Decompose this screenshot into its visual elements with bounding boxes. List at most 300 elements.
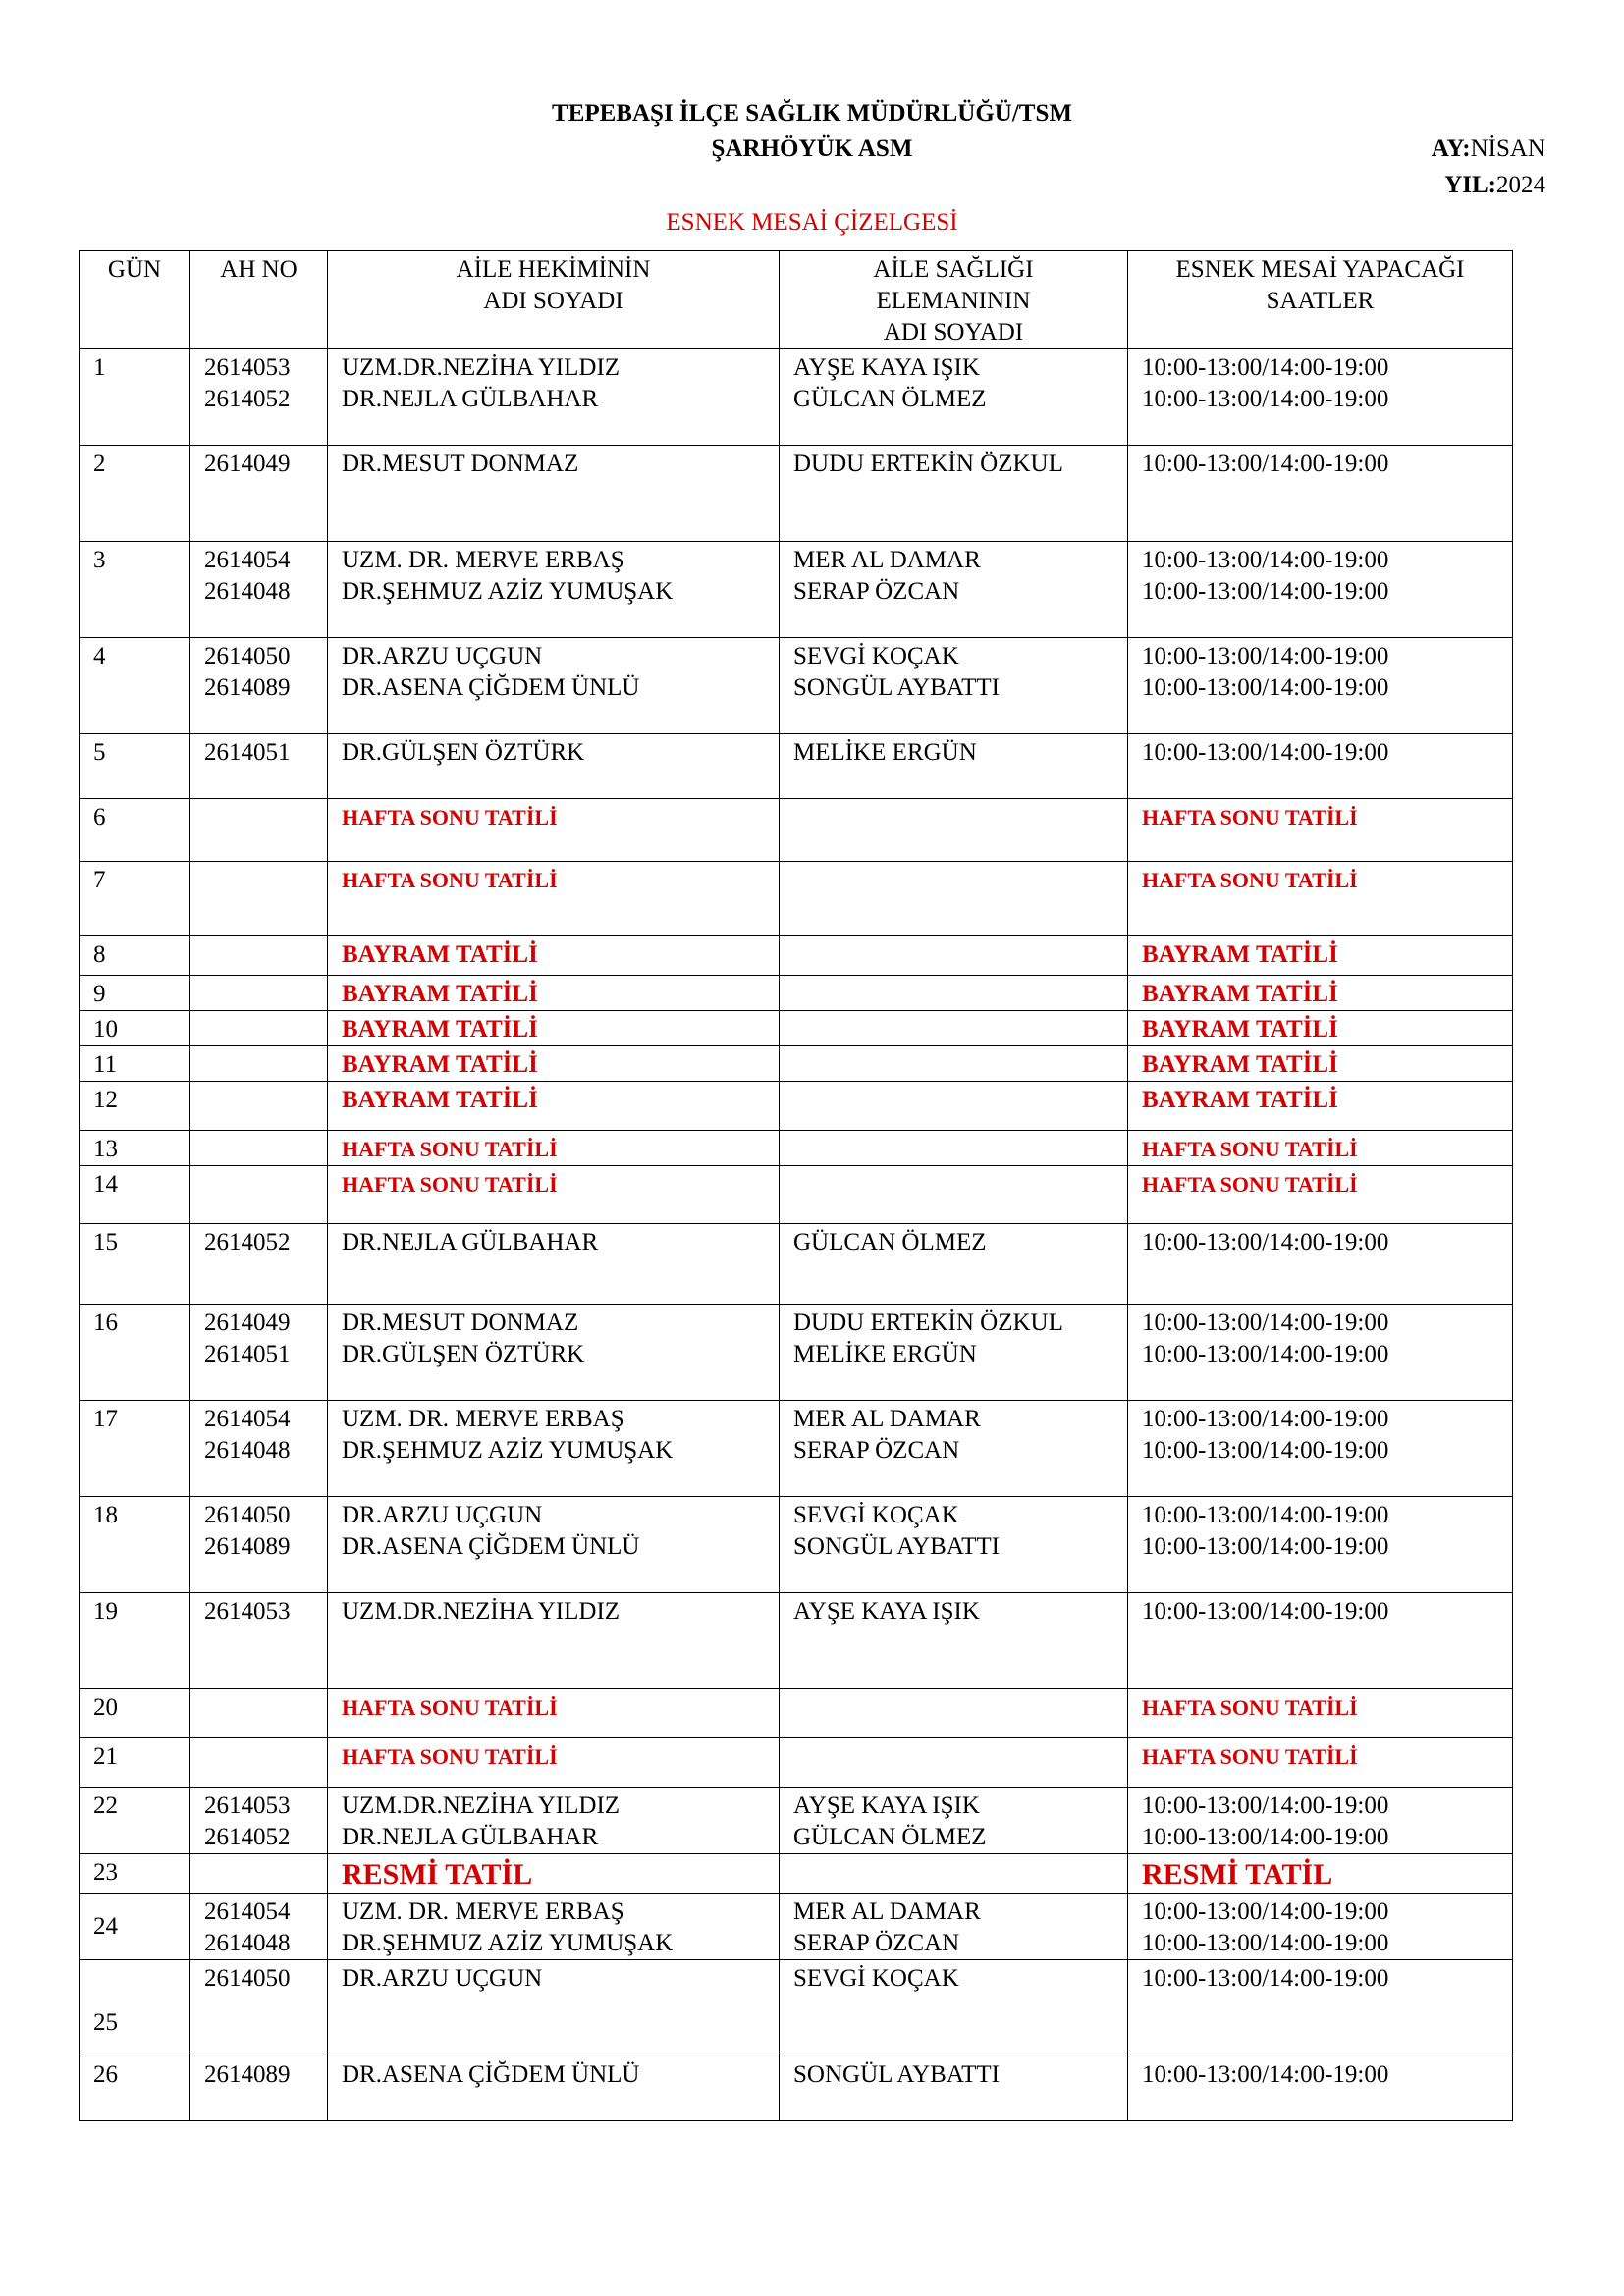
hours-cell — [1128, 446, 1513, 542]
doctor-line: DR.GÜLŞEN ÖZTÜRK — [342, 739, 585, 766]
table-row — [80, 1131, 1513, 1166]
hours-cell — [1128, 936, 1513, 976]
hours-cell — [1128, 1046, 1513, 1082]
table-row — [80, 1011, 1513, 1046]
day-cell — [80, 1011, 190, 1046]
doctor-cell — [328, 1305, 780, 1401]
day-cell — [80, 799, 190, 862]
ah-line: 2614050 — [204, 1965, 291, 1992]
hours-line: 10:00-13:00/14:00-19:00 — [1142, 578, 1389, 605]
doctor-cell — [328, 446, 780, 542]
col-header-staff: AİLE SAĞLIĞI ELEMANININ ADI SOYADI — [780, 251, 1128, 349]
table-row — [80, 638, 1513, 734]
doctor-cell — [328, 1224, 780, 1305]
staff-line: GÜLCAN ÖLMEZ — [793, 1824, 987, 1850]
hours-line: 10:00-13:00/14:00-19:00 — [1142, 1309, 1389, 1336]
ah-line: 2614051 — [204, 1341, 291, 1367]
year-value: 2024 — [1496, 172, 1545, 198]
hours-line: 10:00-13:00/14:00-19:00 — [1142, 1229, 1389, 1255]
holiday-label: BAYRAM TATİLİ — [1142, 981, 1338, 1007]
ah-line: 2614054 — [204, 1406, 291, 1432]
ah-no-cell — [190, 1011, 328, 1046]
hours-cell — [1128, 1689, 1513, 1738]
table-row — [80, 862, 1513, 936]
day-number: 23 — [93, 1859, 118, 1886]
staff-cell — [780, 1401, 1128, 1497]
table-row — [80, 1401, 1513, 1497]
staff-cell — [780, 1131, 1128, 1166]
table-row — [80, 1894, 1513, 1960]
hours-line: 10:00-13:00/14:00-19:00 — [1142, 1965, 1389, 1992]
staff-cell — [780, 1689, 1128, 1738]
day-number: 1 — [93, 354, 106, 381]
staff-line: SONGÜL AYBATTI — [793, 674, 1000, 701]
hours-cell — [1128, 1960, 1513, 2056]
day-cell — [80, 638, 190, 734]
doctor-line: DR.NEJLA GÜLBAHAR — [342, 1824, 599, 1850]
holiday-label: HAFTA SONU TATİLİ — [1142, 1695, 1358, 1720]
document-title: TEPEBAŞI İLÇE SAĞLIK MÜDÜRLÜĞÜ/TSM — [552, 100, 1072, 127]
doctor-line: DR.ŞEHMUZ AZİZ YUMUŞAK — [342, 578, 674, 605]
holiday-label: HAFTA SONU TATİLİ — [1142, 868, 1358, 892]
ah-no-cell — [190, 349, 328, 446]
holiday-label: HAFTA SONU TATİLİ — [1142, 1137, 1358, 1161]
ah-line: 2614052 — [204, 386, 291, 412]
ah-no-cell — [190, 1305, 328, 1401]
hours-line: 10:00-13:00/14:00-19:00 — [1142, 2061, 1389, 2088]
month-field — [1432, 135, 1545, 163]
doctor-line: UZM. DR. MERVE ERBAŞ — [342, 547, 624, 573]
day-number: 12 — [93, 1087, 118, 1113]
staff-line: GÜLCAN ÖLMEZ — [793, 386, 987, 412]
doctor-line: UZM.DR.NEZİHA YILDIZ — [342, 354, 621, 381]
hours-line: 10:00-13:00/14:00-19:00 — [1142, 354, 1389, 381]
ah-line: 2614051 — [204, 739, 291, 766]
ah-no-cell — [190, 862, 328, 936]
day-number: 19 — [93, 1598, 118, 1625]
staff-cell — [780, 734, 1128, 799]
ah-no-cell — [190, 1854, 328, 1894]
doctor-cell — [328, 1593, 780, 1689]
hours-line: 10:00-13:00/14:00-19:00 — [1142, 1502, 1389, 1528]
doctor-line: UZM. DR. MERVE ERBAŞ — [342, 1898, 624, 1925]
hours-cell — [1128, 1166, 1513, 1224]
hours-cell — [1128, 1854, 1513, 1894]
hours-cell — [1128, 1305, 1513, 1401]
day-number: 11 — [93, 1051, 118, 1078]
doctor-cell — [328, 2056, 780, 2121]
hours-line: 10:00-13:00/14:00-19:00 — [1142, 451, 1389, 477]
hours-line: 10:00-13:00/14:00-19:00 — [1142, 1824, 1389, 1850]
day-number: 4 — [93, 643, 106, 669]
day-number: 13 — [93, 1136, 118, 1162]
ah-line: 2614049 — [204, 1309, 291, 1336]
ah-line: 2614048 — [204, 578, 291, 605]
ah-no-cell — [190, 1788, 328, 1854]
hours-cell — [1128, 1497, 1513, 1593]
doctor-line: DR.ARZU UÇGUN — [342, 643, 543, 669]
hours-cell — [1128, 1082, 1513, 1131]
table-row — [80, 1166, 1513, 1224]
staff-cell — [780, 1305, 1128, 1401]
hours-cell — [1128, 1011, 1513, 1046]
doctor-line: DR.ASENA ÇİĞDEM ÜNLÜ — [342, 1533, 640, 1560]
doctor-line: UZM. DR. MERVE ERBAŞ — [342, 1406, 624, 1432]
ah-no-cell — [190, 1960, 328, 2056]
staff-line: MELİKE ERGÜN — [793, 1341, 977, 1367]
doctor-cell — [328, 638, 780, 734]
day-number: 18 — [93, 1502, 118, 1528]
staff-cell — [780, 1166, 1128, 1224]
holiday-label: BAYRAM TATİLİ — [342, 981, 538, 1007]
table-body — [80, 349, 1513, 2121]
day-number: 17 — [93, 1406, 118, 1432]
day-number: 20 — [93, 1694, 118, 1721]
staff-cell — [780, 936, 1128, 976]
day-number: 2 — [93, 451, 106, 477]
table-header-row — [80, 251, 1513, 349]
table-row — [80, 542, 1513, 638]
doctor-cell — [328, 1131, 780, 1166]
ah-no-cell — [190, 1689, 328, 1738]
holiday-label: BAYRAM TATİLİ — [1142, 1016, 1338, 1042]
staff-cell — [780, 542, 1128, 638]
hours-cell — [1128, 349, 1513, 446]
flex-hours-table — [79, 250, 1513, 2121]
ah-line: 2614049 — [204, 451, 291, 477]
doctor-cell — [328, 936, 780, 976]
ah-no-cell — [190, 1046, 328, 1082]
staff-line: MELİKE ERGÜN — [793, 739, 977, 766]
day-number: 8 — [93, 941, 106, 968]
table-row — [80, 1960, 1513, 2056]
hours-cell — [1128, 1788, 1513, 1854]
ah-line: 2614089 — [204, 674, 291, 701]
day-cell — [80, 936, 190, 976]
ah-line: 2614048 — [204, 1930, 291, 1956]
day-number: 6 — [93, 804, 106, 830]
table-row — [80, 976, 1513, 1011]
staff-cell — [780, 1224, 1128, 1305]
day-cell — [80, 1131, 190, 1166]
holiday-label: HAFTA SONU TATİLİ — [1142, 805, 1358, 829]
staff-line: MER AL DAMAR — [793, 1898, 981, 1925]
hours-line: 10:00-13:00/14:00-19:00 — [1142, 1930, 1389, 1956]
day-number: 22 — [93, 1792, 118, 1819]
staff-cell — [780, 446, 1128, 542]
hours-cell — [1128, 1593, 1513, 1689]
ah-line: 2614053 — [204, 354, 291, 381]
ah-no-cell — [190, 1166, 328, 1224]
hours-line: 10:00-13:00/14:00-19:00 — [1142, 643, 1389, 669]
day-cell — [80, 1224, 190, 1305]
doctor-cell — [328, 1854, 780, 1894]
day-cell — [80, 1305, 190, 1401]
doctor-line: DR.MESUT DONMAZ — [342, 451, 579, 477]
holiday-label: BAYRAM TATİLİ — [1142, 941, 1338, 968]
ah-no-cell — [190, 799, 328, 862]
holiday-label: BAYRAM TATİLİ — [342, 1051, 538, 1078]
doctor-cell — [328, 542, 780, 638]
holiday-label: BAYRAM TATİLİ — [342, 1016, 538, 1042]
doctor-cell — [328, 1166, 780, 1224]
col-header-day: GÜN — [80, 251, 190, 349]
day-cell — [80, 1593, 190, 1689]
ah-no-cell — [190, 542, 328, 638]
holiday-label: RESMİ TATİL — [342, 1858, 533, 1891]
hours-cell — [1128, 638, 1513, 734]
ah-no-cell — [190, 1738, 328, 1788]
ah-no-cell — [190, 1497, 328, 1593]
hours-cell — [1128, 1894, 1513, 1960]
ah-line: 2614052 — [204, 1229, 291, 1255]
staff-line: AYŞE KAYA IŞIK — [793, 1598, 980, 1625]
hours-cell — [1128, 799, 1513, 862]
doctor-cell — [328, 1894, 780, 1960]
doctor-line: DR.NEJLA GÜLBAHAR — [342, 386, 599, 412]
doctor-line: UZM.DR.NEZİHA YILDIZ — [342, 1598, 621, 1625]
day-number: 10 — [93, 1016, 118, 1042]
ah-no-cell — [190, 446, 328, 542]
doctor-line: DR.ARZU UÇGUN — [342, 1965, 543, 1992]
month-label: AY: — [1431, 135, 1471, 162]
day-cell — [80, 1894, 190, 1960]
doctor-line: DR.ASENA ÇİĞDEM ÜNLÜ — [342, 674, 640, 701]
hours-line: 10:00-13:00/14:00-19:00 — [1142, 1437, 1389, 1464]
day-number: 26 — [93, 2061, 118, 2088]
hours-line: 10:00-13:00/14:00-19:00 — [1142, 1598, 1389, 1625]
day-number: 3 — [93, 547, 106, 573]
doctor-cell — [328, 862, 780, 936]
day-number: 21 — [93, 1743, 118, 1770]
table-row — [80, 1593, 1513, 1689]
hours-cell — [1128, 976, 1513, 1011]
staff-line: SONGÜL AYBATTI — [793, 1533, 1000, 1560]
day-number: 16 — [93, 1309, 118, 1336]
doctor-cell — [328, 1401, 780, 1497]
hours-cell — [1128, 862, 1513, 936]
doctor-cell — [328, 1689, 780, 1738]
holiday-label: HAFTA SONU TATİLİ — [1142, 1744, 1358, 1769]
col-header-hours: ESNEK MESAİ YAPACAĞI SAATLER — [1128, 251, 1513, 349]
ah-line: 2614050 — [204, 643, 291, 669]
ah-no-cell — [190, 936, 328, 976]
day-cell — [80, 976, 190, 1011]
staff-cell — [780, 799, 1128, 862]
table-row — [80, 1738, 1513, 1788]
table-row — [80, 1689, 1513, 1738]
hours-cell — [1128, 1738, 1513, 1788]
table-row — [80, 1224, 1513, 1305]
doctor-line: DR.ŞEHMUZ AZİZ YUMUŞAK — [342, 1930, 674, 1956]
staff-line: SEVGİ KOÇAK — [793, 1965, 959, 1992]
staff-line: MER AL DAMAR — [793, 1406, 981, 1432]
ah-line: 2614050 — [204, 1502, 291, 1528]
doctor-line: DR.GÜLŞEN ÖZTÜRK — [342, 1341, 585, 1367]
table-row — [80, 799, 1513, 862]
col-header-ah-no: AH NO — [190, 251, 328, 349]
ah-line: 2614048 — [204, 1437, 291, 1464]
hours-cell — [1128, 1401, 1513, 1497]
ah-no-cell — [190, 976, 328, 1011]
holiday-label: HAFTA SONU TATİLİ — [1142, 1172, 1358, 1197]
ah-no-cell — [190, 734, 328, 799]
doctor-cell — [328, 1788, 780, 1854]
year-field — [1444, 172, 1545, 199]
day-cell — [80, 862, 190, 936]
staff-cell — [780, 1788, 1128, 1854]
staff-line: SEVGİ KOÇAK — [793, 643, 959, 669]
doctor-line: UZM.DR.NEZİHA YILDIZ — [342, 1792, 621, 1819]
holiday-label: BAYRAM TATİLİ — [342, 941, 538, 968]
schedule-subtitle: ESNEK MESAİ ÇİZELGESİ — [666, 209, 958, 236]
day-cell — [80, 1689, 190, 1738]
table-row — [80, 936, 1513, 976]
staff-cell — [780, 1894, 1128, 1960]
ah-no-cell — [190, 1401, 328, 1497]
table-row — [80, 1046, 1513, 1082]
day-number: 9 — [93, 981, 106, 1007]
staff-line: SONGÜL AYBATTI — [793, 2061, 1000, 2088]
day-cell — [80, 542, 190, 638]
staff-line: AYŞE KAYA IŞIK — [793, 354, 980, 381]
staff-line: DUDU ERTEKİN ÖZKUL — [793, 1309, 1063, 1336]
staff-cell — [780, 1593, 1128, 1689]
hours-line: 10:00-13:00/14:00-19:00 — [1142, 1533, 1389, 1560]
day-cell — [80, 1854, 190, 1894]
table-row — [80, 734, 1513, 799]
doctor-cell — [328, 1738, 780, 1788]
day-number: 25 — [93, 2008, 118, 2036]
hours-line: 10:00-13:00/14:00-19:00 — [1142, 1341, 1389, 1367]
table-row — [80, 2056, 1513, 2121]
ah-no-cell — [190, 1082, 328, 1131]
ah-line: 2614089 — [204, 2061, 291, 2088]
day-cell — [80, 1082, 190, 1131]
ah-line: 2614053 — [204, 1792, 291, 1819]
ah-line: 2614054 — [204, 547, 291, 573]
staff-line: SERAP ÖZCAN — [793, 578, 960, 605]
doctor-cell — [328, 734, 780, 799]
ah-line: 2614054 — [204, 1898, 291, 1925]
day-cell — [80, 1738, 190, 1788]
table-row — [80, 1854, 1513, 1894]
hours-cell — [1128, 1224, 1513, 1305]
year-label: YIL: — [1444, 172, 1496, 198]
staff-cell — [780, 1011, 1128, 1046]
holiday-label: HAFTA SONU TATİLİ — [342, 1695, 558, 1720]
doctor-line: DR.ARZU UÇGUN — [342, 1502, 543, 1528]
ah-no-cell — [190, 1894, 328, 1960]
staff-line: GÜLCAN ÖLMEZ — [793, 1229, 987, 1255]
day-number: 5 — [93, 739, 106, 766]
doctor-cell — [328, 1497, 780, 1593]
day-number: 24 — [93, 1912, 118, 1940]
day-cell — [80, 349, 190, 446]
doctor-line: DR.ASENA ÇİĞDEM ÜNLÜ — [342, 2061, 640, 2088]
hours-cell — [1128, 734, 1513, 799]
staff-cell — [780, 862, 1128, 936]
day-cell — [80, 1401, 190, 1497]
table-row — [80, 446, 1513, 542]
holiday-label: BAYRAM TATİLİ — [342, 1087, 538, 1113]
unit-name: ŞARHÖYÜK ASM — [711, 135, 913, 162]
day-cell — [80, 1497, 190, 1593]
table-row — [80, 1497, 1513, 1593]
doctor-cell — [328, 1046, 780, 1082]
staff-line: SERAP ÖZCAN — [793, 1930, 960, 1956]
ah-line: 2614052 — [204, 1824, 291, 1850]
doctor-cell — [328, 1011, 780, 1046]
ah-no-cell — [190, 1131, 328, 1166]
day-number: 14 — [93, 1171, 118, 1198]
staff-cell — [780, 1738, 1128, 1788]
ah-no-cell — [190, 2056, 328, 2121]
staff-cell — [780, 2056, 1128, 2121]
staff-cell — [780, 976, 1128, 1011]
hours-line: 10:00-13:00/14:00-19:00 — [1142, 547, 1389, 573]
hours-cell — [1128, 542, 1513, 638]
doctor-cell — [328, 976, 780, 1011]
staff-line: SEVGİ KOÇAK — [793, 1502, 959, 1528]
day-cell — [80, 734, 190, 799]
staff-line: MER AL DAMAR — [793, 547, 981, 573]
hours-line: 10:00-13:00/14:00-19:00 — [1142, 386, 1389, 412]
holiday-label: HAFTA SONU TATİLİ — [342, 1172, 558, 1197]
ah-no-cell — [190, 1593, 328, 1689]
staff-cell — [780, 1854, 1128, 1894]
day-cell — [80, 1166, 190, 1224]
staff-cell — [780, 1960, 1128, 2056]
staff-line: SERAP ÖZCAN — [793, 1437, 960, 1464]
doctor-cell — [328, 799, 780, 862]
staff-cell — [780, 1046, 1128, 1082]
staff-cell — [780, 349, 1128, 446]
ah-line: 2614089 — [204, 1533, 291, 1560]
hours-line: 10:00-13:00/14:00-19:00 — [1142, 1898, 1389, 1925]
col-header-doctor: AİLE HEKİMİNİN ADI SOYADI — [328, 251, 780, 349]
hours-line: 10:00-13:00/14:00-19:00 — [1142, 674, 1389, 701]
ah-no-cell — [190, 638, 328, 734]
holiday-label: BAYRAM TATİLİ — [1142, 1087, 1338, 1113]
hours-cell — [1128, 2056, 1513, 2121]
holiday-label: HAFTA SONU TATİLİ — [342, 1137, 558, 1161]
holiday-label: RESMİ TATİL — [1142, 1858, 1333, 1891]
holiday-label: HAFTA SONU TATİLİ — [342, 805, 558, 829]
hours-cell — [1128, 1131, 1513, 1166]
doctor-line: DR.ŞEHMUZ AZİZ YUMUŞAK — [342, 1437, 674, 1464]
staff-line: AYŞE KAYA IŞIK — [793, 1792, 980, 1819]
doctor-cell — [328, 1960, 780, 2056]
month-value: NİSAN — [1470, 135, 1545, 162]
hours-line: 10:00-13:00/14:00-19:00 — [1142, 1406, 1389, 1432]
hours-line: 10:00-13:00/14:00-19:00 — [1142, 739, 1389, 766]
table-row — [80, 1082, 1513, 1131]
doctor-line: DR.MESUT DONMAZ — [342, 1309, 579, 1336]
staff-cell — [780, 1082, 1128, 1131]
day-cell — [80, 1960, 190, 2056]
table-row — [80, 349, 1513, 446]
holiday-label: BAYRAM TATİLİ — [1142, 1051, 1338, 1078]
holiday-label: HAFTA SONU TATİLİ — [342, 1744, 558, 1769]
staff-line: DUDU ERTEKİN ÖZKUL — [793, 451, 1063, 477]
doctor-cell — [328, 1082, 780, 1131]
ah-line: 2614053 — [204, 1598, 291, 1625]
table-row — [80, 1788, 1513, 1854]
day-cell — [80, 1788, 190, 1854]
doctor-cell — [328, 349, 780, 446]
doctor-line: DR.NEJLA GÜLBAHAR — [342, 1229, 599, 1255]
